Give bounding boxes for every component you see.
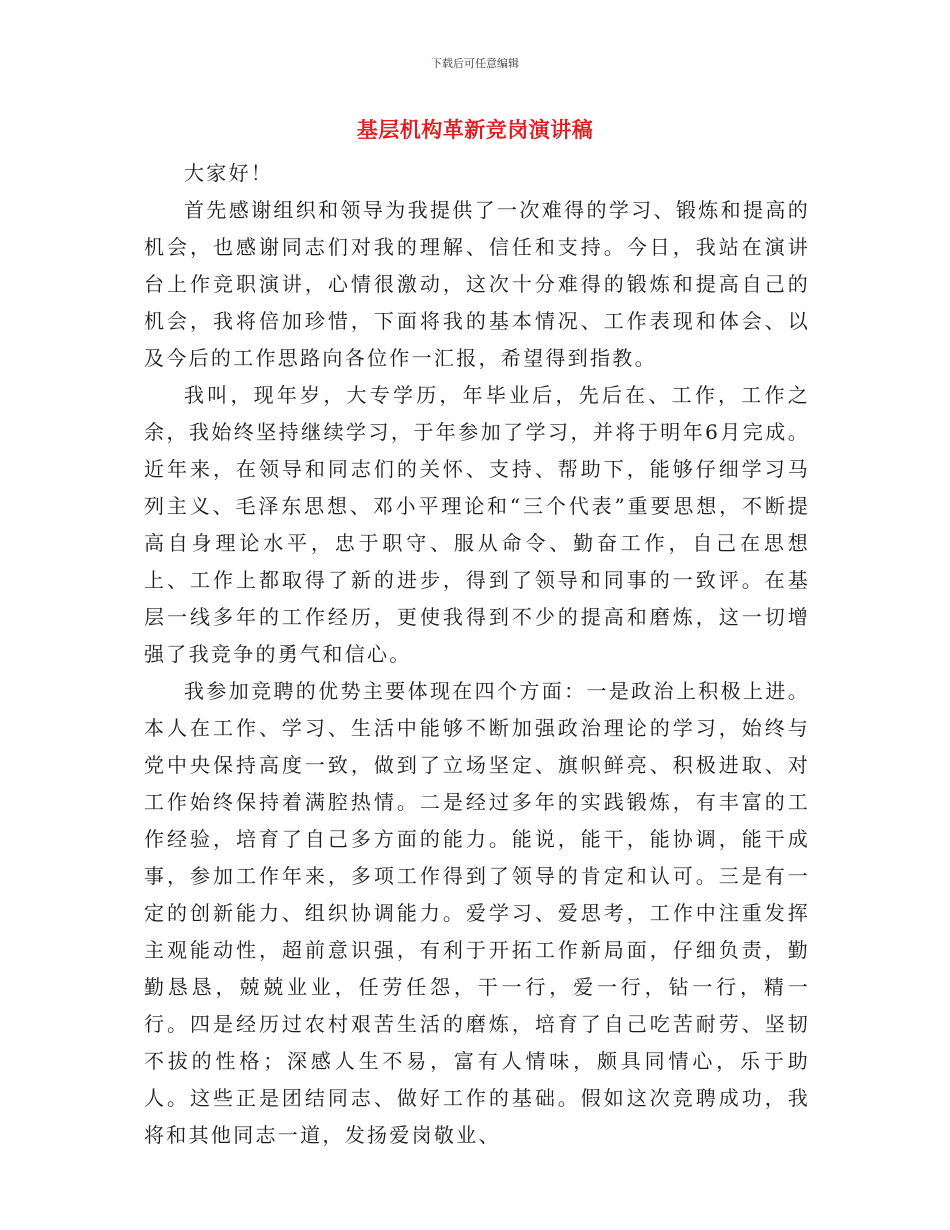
body-paragraph-3: 我参加竞聘的优势主要体现在四个方面：一是政治上积极上进。本人在工作、学习、生活中能够不断加强政治理论的学习，始终与党中央保持高度一致，做到了立场坚定、旗帜鲜亮、积极进取、对工作始终保持着满腔热情。二是经过多年的实践锻炼，有丰富的工作经验，培育了自己多方面的能力。能说，能干，能协调，能干成事，参加工作年来，多项工作得到了领导的肯定和认可。三是有一定的创新能力、组织协调能力。爱学习、爱思考，工作中注重发挥主观能动性，超前意识强，有利于开拓工作新局面，仔细负责，勤勤恳恳，兢兢业业，任劳任怨，干一行，爱一行，钻一行，精一行。四是经历过农村艰苦生活的磨炼，培育了自己吃苦耐劳、坚韧不拔的性格；深感人生不易，富有人情味，颇具同情心，乐于助人。这些正是团结同志、做好工作的基础。假如这次竞聘成功，我将和其他同志一道，发扬爱岗敬业、: [144, 679, 810, 1147]
greeting-paragraph: 大家好！: [184, 161, 274, 185]
document-body: [144, 155, 810, 1154]
body-paragraph-2: 我叫，现年岁，大专学历，年毕业后，先后在、工作，工作之余，我始终坚持继续学习，于年参加了学习，并将于明年6月完成。近年来，在领导和同志们的关怀、支持、帮助下，能够仔细学习马列主义、毛泽东思想、邓小平理论和“三个代表”重要思想，不断提高自身理论水平，忠于职守、服从命令、勤奋工作，自己在思想上、工作上都取得了新的进步，得到了领导和同事的一致评。在基层一线多年的工作经历，更使我得到不少的提高和磨炼，这一切增强了我竞争的勇气和信心。: [144, 383, 810, 666]
document-title: 基层机构革新竞岗演讲稿: [356, 117, 594, 142]
header-note: 下载后可任意编辑: [431, 57, 519, 70]
body-paragraph-1: 首先感谢组织和领导为我提供了一次难得的学习、锻炼和提高的机会，也感谢同志们对我的理解、信任和支持。今日，我站在演讲台上作竞职演讲，心情很激动，这次十分难得的锻炼和提高自己的机会，我将倍加珍惜，下面将我的基本情况、工作表现和体会、以及今后的工作思路向各位作一汇报，希望得到指教。: [144, 198, 810, 370]
